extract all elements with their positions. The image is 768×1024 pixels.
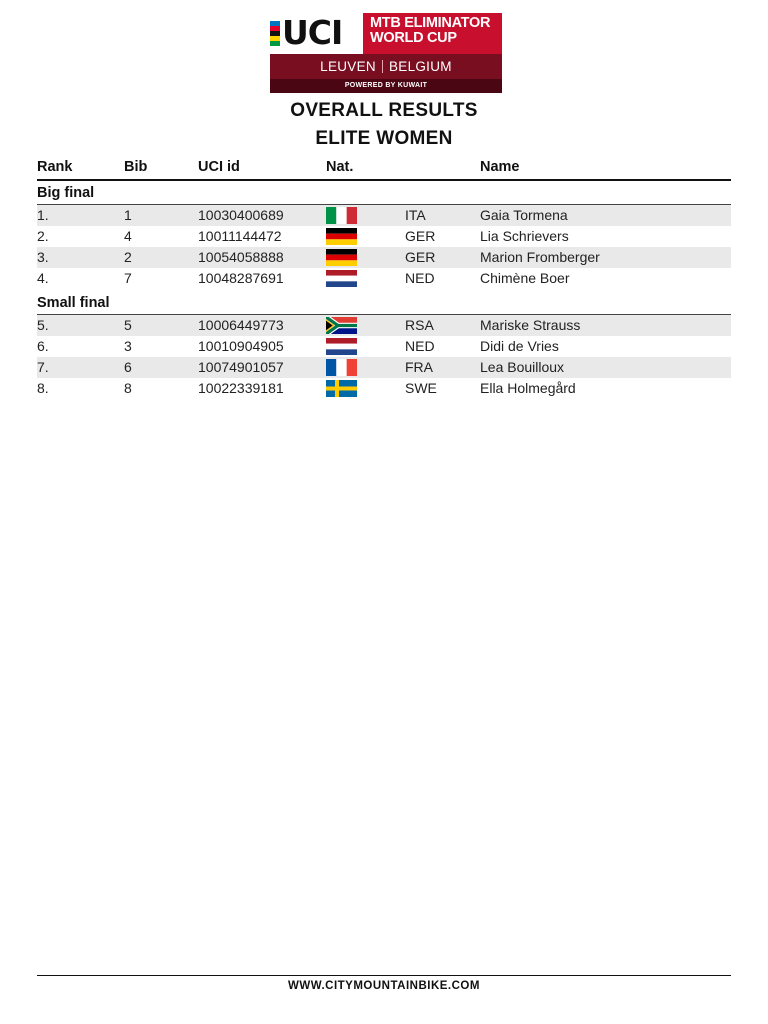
rider-name-cell: Chimène Boer — [480, 270, 570, 286]
venue-separator — [382, 60, 383, 73]
bib-cell: 7 — [124, 270, 132, 286]
france-flag — [326, 359, 357, 376]
uci-event-logo — [270, 13, 502, 93]
table-row — [37, 205, 731, 226]
rank-cell: 3. — [37, 249, 49, 265]
table-row — [37, 268, 731, 289]
category-title: ELITE WOMEN — [315, 128, 453, 149]
bib-cell: 3 — [124, 338, 132, 354]
nationality-cell: FRA — [405, 359, 433, 375]
table-row — [37, 247, 731, 268]
nationality-cell: NED — [405, 338, 435, 354]
sponsor-bar: POWERED BY KUWAIT — [270, 79, 502, 93]
uci-wordmark: UCI — [282, 13, 343, 52]
rank-cell: 5. — [37, 317, 49, 333]
bib-cell: 5 — [124, 317, 132, 333]
netherlands-flag — [326, 338, 357, 355]
uci-id-cell: 10022339181 — [198, 380, 284, 396]
uci-rainbow-stripes — [270, 21, 280, 46]
uci-id-cell: 10054058888 — [198, 249, 284, 265]
column-header-bib: Bib — [124, 159, 148, 175]
column-header-uci-id: UCI id — [198, 159, 240, 175]
venue-city: LEUVEN — [320, 59, 376, 74]
rank-cell: 4. — [37, 270, 49, 286]
germany-flag — [326, 228, 357, 245]
footer-divider — [37, 975, 731, 976]
rider-name-cell: Lia Schrievers — [480, 228, 569, 244]
rider-name-cell: Gaia Tormena — [480, 207, 568, 223]
south-africa-flag — [326, 317, 357, 334]
venue-bar — [270, 54, 502, 79]
rank-cell: 1. — [37, 207, 49, 223]
rank-cell: 8. — [37, 380, 49, 396]
bib-cell: 4 — [124, 228, 132, 244]
footer-website: WWW.CITYMOUNTAINBIKE.COM — [288, 980, 480, 992]
table-row — [37, 357, 731, 378]
rider-name-cell: Mariske Strauss — [480, 317, 581, 333]
uci-id-cell: 10011144472 — [198, 228, 282, 244]
table-row — [37, 336, 731, 357]
logo-top-band — [270, 13, 502, 54]
rank-cell: 2. — [37, 228, 49, 244]
table-row — [37, 226, 731, 247]
event-name-line-2: WORLD CUP — [370, 30, 457, 46]
nationality-cell: GER — [405, 228, 436, 244]
table-row — [37, 315, 731, 336]
bib-cell: 6 — [124, 359, 132, 375]
column-header-name: Name — [480, 159, 520, 175]
event-name-box — [363, 13, 502, 54]
stripe-green — [270, 41, 280, 46]
uci-id-cell: 10048287691 — [198, 270, 284, 286]
uci-id-cell: 10074901057 — [198, 359, 284, 375]
group-label-big-final: Big final — [37, 185, 95, 201]
venue-country: BELGIUM — [388, 59, 452, 74]
bib-cell: 2 — [124, 249, 132, 265]
rider-name-cell: Ella Holmegård — [480, 380, 576, 396]
group-label-small-final: Small final — [37, 295, 110, 311]
nationality-cell: ITA — [405, 207, 426, 223]
column-header-nationality: Nat. — [326, 159, 354, 175]
rider-name-cell: Lea Bouilloux — [480, 359, 565, 375]
bib-cell: 1 — [124, 207, 132, 223]
uci-id-cell: 10010904905 — [198, 338, 284, 354]
netherlands-flag — [326, 270, 357, 287]
column-header-rank: Rank — [37, 159, 73, 175]
results-title: OVERALL RESULTS — [290, 100, 478, 121]
sweden-flag — [326, 380, 357, 397]
germany-flag — [326, 249, 357, 266]
uci-id-cell: 10006449773 — [198, 317, 284, 333]
rank-cell: 7. — [37, 359, 49, 375]
table-row — [37, 378, 731, 399]
nationality-cell: GER — [405, 249, 436, 265]
rider-name-cell: Didi de Vries — [480, 338, 559, 354]
header-divider — [37, 179, 731, 181]
nationality-cell: RSA — [405, 317, 434, 333]
event-name-line-1: MTB ELIMINATOR — [370, 15, 491, 31]
nationality-cell: SWE — [405, 380, 437, 396]
rank-cell: 6. — [37, 338, 49, 354]
bib-cell: 8 — [124, 380, 132, 396]
uci-id-cell: 10030400689 — [198, 207, 284, 223]
italy-flag — [326, 207, 357, 224]
rider-name-cell: Marion Fromberger — [480, 249, 600, 265]
nationality-cell: NED — [405, 270, 435, 286]
